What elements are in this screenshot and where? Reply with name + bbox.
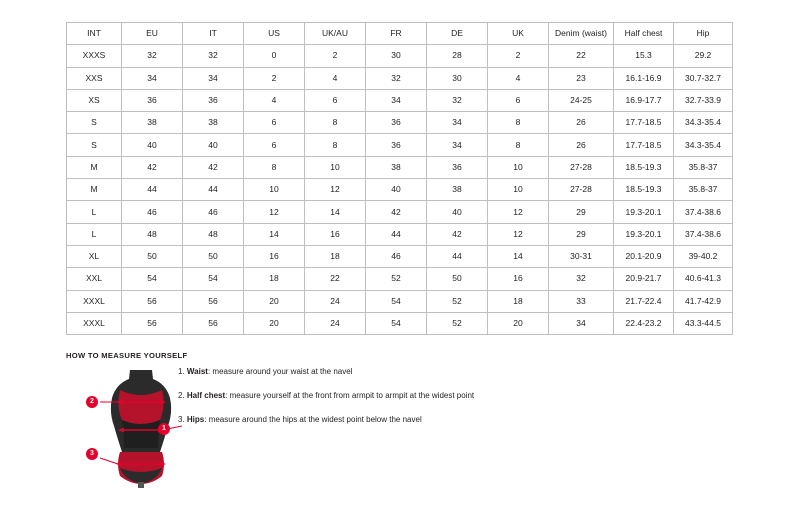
cell: L bbox=[67, 201, 122, 223]
cell: 20 bbox=[244, 312, 305, 334]
cell: S bbox=[67, 134, 122, 156]
cell: 29 bbox=[549, 201, 614, 223]
cell: 20 bbox=[244, 290, 305, 312]
stand-post bbox=[138, 482, 144, 488]
cell: 23 bbox=[549, 67, 614, 89]
cell: 37.4-38.6 bbox=[674, 223, 733, 245]
instruction-term: Half chest bbox=[186, 391, 226, 400]
table-row bbox=[67, 290, 733, 312]
cell: 38 bbox=[122, 112, 183, 134]
table-row bbox=[67, 223, 733, 245]
cell: 12 bbox=[244, 201, 305, 223]
cell: 32 bbox=[427, 89, 488, 111]
cell: 37.4-38.6 bbox=[674, 201, 733, 223]
cell: 32.7-33.9 bbox=[674, 89, 733, 111]
cell: 36 bbox=[183, 89, 244, 111]
cell: 36 bbox=[366, 112, 427, 134]
cell: L bbox=[67, 223, 122, 245]
cell: 34 bbox=[366, 89, 427, 111]
badge-3: 3 bbox=[86, 448, 98, 460]
instruction-text: : measure around the hips at the widest point below the navel bbox=[204, 415, 422, 424]
cell: 27-28 bbox=[549, 156, 614, 178]
cell: 28 bbox=[427, 45, 488, 67]
cell: 8 bbox=[488, 134, 549, 156]
hip-leader-line bbox=[100, 458, 118, 464]
cell: 34 bbox=[427, 134, 488, 156]
table-header-row bbox=[67, 23, 733, 45]
cell: 12 bbox=[488, 201, 549, 223]
cell: 30 bbox=[366, 45, 427, 67]
column-header: Hip bbox=[674, 23, 733, 45]
cell: 40 bbox=[122, 134, 183, 156]
cell: 36 bbox=[122, 89, 183, 111]
instruction-number: 1. bbox=[178, 367, 185, 376]
cell: 10 bbox=[305, 156, 366, 178]
table-row bbox=[67, 201, 733, 223]
cell: XXXL bbox=[67, 290, 122, 312]
cell: 42 bbox=[366, 201, 427, 223]
cell: 6 bbox=[244, 112, 305, 134]
cell: 24 bbox=[305, 290, 366, 312]
cell: 48 bbox=[183, 223, 244, 245]
cell: XXXL bbox=[67, 312, 122, 334]
cell: 48 bbox=[122, 223, 183, 245]
cell: 2 bbox=[488, 45, 549, 67]
cell: 34 bbox=[122, 67, 183, 89]
instruction-item-1 bbox=[178, 366, 578, 377]
cell: 39-40.2 bbox=[674, 245, 733, 267]
cell: 54 bbox=[183, 268, 244, 290]
cell: 10 bbox=[244, 179, 305, 201]
cell: 40 bbox=[427, 201, 488, 223]
bust-shape bbox=[118, 390, 163, 424]
cell: 22 bbox=[549, 45, 614, 67]
cell: XXS bbox=[67, 67, 122, 89]
cell: 2 bbox=[305, 45, 366, 67]
column-header: Half chest bbox=[614, 23, 674, 45]
cell: 24-25 bbox=[549, 89, 614, 111]
cell: 19.3-20.1 bbox=[614, 201, 674, 223]
cell: S bbox=[67, 112, 122, 134]
cell: 34 bbox=[549, 312, 614, 334]
cell: 50 bbox=[122, 245, 183, 267]
cell: 32 bbox=[366, 67, 427, 89]
column-header: UK/AU bbox=[305, 23, 366, 45]
how-to-measure-title: HOW TO MEASURE YOURSELF bbox=[66, 351, 188, 360]
cell: 42 bbox=[122, 156, 183, 178]
table-row bbox=[67, 312, 733, 334]
cell: 15.3 bbox=[614, 45, 674, 67]
cell: XXL bbox=[67, 268, 122, 290]
cell: 36 bbox=[427, 156, 488, 178]
cell: 35.8-37 bbox=[674, 156, 733, 178]
table-row bbox=[67, 134, 733, 156]
cell: 22 bbox=[305, 268, 366, 290]
cell: 46 bbox=[183, 201, 244, 223]
column-header: DE bbox=[427, 23, 488, 45]
cell: 30.7-32.7 bbox=[674, 67, 733, 89]
cell: 46 bbox=[366, 245, 427, 267]
column-header: US bbox=[244, 23, 305, 45]
cell: 14 bbox=[488, 245, 549, 267]
cell: 16 bbox=[244, 245, 305, 267]
cell: 20.9-21.7 bbox=[614, 268, 674, 290]
table-row bbox=[67, 245, 733, 267]
badge-1: 1 bbox=[158, 423, 170, 435]
cell: 8 bbox=[305, 112, 366, 134]
cell: 50 bbox=[183, 245, 244, 267]
cell: XS bbox=[67, 89, 122, 111]
cell: 54 bbox=[122, 268, 183, 290]
cell: 21.7-22.4 bbox=[614, 290, 674, 312]
cell: 27-28 bbox=[549, 179, 614, 201]
badge-2: 2 bbox=[86, 396, 98, 408]
cell: 17.7-18.5 bbox=[614, 134, 674, 156]
cell: M bbox=[67, 179, 122, 201]
cell: 44 bbox=[183, 179, 244, 201]
cell: 18.5-19.3 bbox=[614, 179, 674, 201]
cell: XXXS bbox=[67, 45, 122, 67]
cell: 6 bbox=[305, 89, 366, 111]
cell: 16 bbox=[305, 223, 366, 245]
cell: 20 bbox=[488, 312, 549, 334]
cell: 54 bbox=[366, 290, 427, 312]
cell: 26 bbox=[549, 112, 614, 134]
cell: 4 bbox=[305, 67, 366, 89]
cell: 43.3-44.5 bbox=[674, 312, 733, 334]
cell: 40.6-41.3 bbox=[674, 268, 733, 290]
cell: 14 bbox=[244, 223, 305, 245]
cell: 8 bbox=[305, 134, 366, 156]
cell: 42 bbox=[427, 223, 488, 245]
cell: 50 bbox=[427, 268, 488, 290]
cell: 4 bbox=[244, 89, 305, 111]
cell: 54 bbox=[366, 312, 427, 334]
cell: 42 bbox=[183, 156, 244, 178]
table-row bbox=[67, 112, 733, 134]
cell: 2 bbox=[244, 67, 305, 89]
size-chart-table bbox=[66, 22, 733, 335]
cell: 30 bbox=[427, 67, 488, 89]
cell: 36 bbox=[366, 134, 427, 156]
cell: 8 bbox=[244, 156, 305, 178]
cell: 32 bbox=[549, 268, 614, 290]
cell: 10 bbox=[488, 156, 549, 178]
cell: 18.5-19.3 bbox=[614, 156, 674, 178]
cell: 56 bbox=[122, 290, 183, 312]
cell: 29.2 bbox=[674, 45, 733, 67]
cell: 34 bbox=[183, 67, 244, 89]
cell: 56 bbox=[183, 312, 244, 334]
cell: 8 bbox=[488, 112, 549, 134]
cell: 6 bbox=[244, 134, 305, 156]
cell: 20.1-20.9 bbox=[614, 245, 674, 267]
cell: 10 bbox=[488, 179, 549, 201]
cell: 32 bbox=[122, 45, 183, 67]
cell: 30-31 bbox=[549, 245, 614, 267]
cell: 22.4-23.2 bbox=[614, 312, 674, 334]
table-row bbox=[67, 45, 733, 67]
cell: 41.7-42.9 bbox=[674, 290, 733, 312]
column-header: IT bbox=[183, 23, 244, 45]
cell: 34.3-35.4 bbox=[674, 134, 733, 156]
cell: 18 bbox=[488, 290, 549, 312]
cell: 34.3-35.4 bbox=[674, 112, 733, 134]
instruction-text: : measure yourself at the front from armpit to armpit at the widest point bbox=[225, 391, 475, 400]
column-header: UK bbox=[488, 23, 549, 45]
column-header: FR bbox=[366, 23, 427, 45]
column-header: INT bbox=[67, 23, 122, 45]
cell: 18 bbox=[244, 268, 305, 290]
waist-shape bbox=[122, 420, 160, 448]
cell: 44 bbox=[122, 179, 183, 201]
instruction-text: : measure around your waist at the navel bbox=[207, 367, 353, 376]
instruction-item-3 bbox=[178, 414, 578, 425]
cell: 35.8-37 bbox=[674, 179, 733, 201]
table-row bbox=[67, 179, 733, 201]
cell: 40 bbox=[183, 134, 244, 156]
cell: 46 bbox=[122, 201, 183, 223]
cell: 52 bbox=[366, 268, 427, 290]
cell: 56 bbox=[122, 312, 183, 334]
cell: 16.9-17.7 bbox=[614, 89, 674, 111]
cell: M bbox=[67, 156, 122, 178]
table-row bbox=[67, 268, 733, 290]
instruction-term: Waist bbox=[186, 367, 208, 376]
table-row bbox=[67, 156, 733, 178]
instruction-number: 3. bbox=[178, 415, 185, 424]
measure-instructions bbox=[178, 366, 578, 438]
cell: 0 bbox=[244, 45, 305, 67]
instruction-item-2 bbox=[178, 390, 578, 401]
cell: 33 bbox=[549, 290, 614, 312]
cell: 16 bbox=[488, 268, 549, 290]
cell: 18 bbox=[305, 245, 366, 267]
column-header: Denim (waist) bbox=[549, 23, 614, 45]
cell: 40 bbox=[366, 179, 427, 201]
cell: 38 bbox=[183, 112, 244, 134]
table-row bbox=[67, 89, 733, 111]
cell: 12 bbox=[488, 223, 549, 245]
cell: 44 bbox=[366, 223, 427, 245]
cell: 34 bbox=[427, 112, 488, 134]
cell: 4 bbox=[488, 67, 549, 89]
cell: 52 bbox=[427, 312, 488, 334]
cell: 32 bbox=[183, 45, 244, 67]
cell: 26 bbox=[549, 134, 614, 156]
cell: 24 bbox=[305, 312, 366, 334]
cell: 17.7-18.5 bbox=[614, 112, 674, 134]
cell: 19.3-20.1 bbox=[614, 223, 674, 245]
cell: 29 bbox=[549, 223, 614, 245]
cell: 16.1-16.9 bbox=[614, 67, 674, 89]
instruction-term: Hips bbox=[186, 415, 205, 424]
cell: 56 bbox=[183, 290, 244, 312]
table-row bbox=[67, 67, 733, 89]
cell: 14 bbox=[305, 201, 366, 223]
instruction-number: 2. bbox=[178, 391, 185, 400]
cell: 38 bbox=[427, 179, 488, 201]
cell: 52 bbox=[427, 290, 488, 312]
cell: 12 bbox=[305, 179, 366, 201]
cell: 6 bbox=[488, 89, 549, 111]
column-header: EU bbox=[122, 23, 183, 45]
cell: 44 bbox=[427, 245, 488, 267]
cell: XL bbox=[67, 245, 122, 267]
cell: 38 bbox=[366, 156, 427, 178]
